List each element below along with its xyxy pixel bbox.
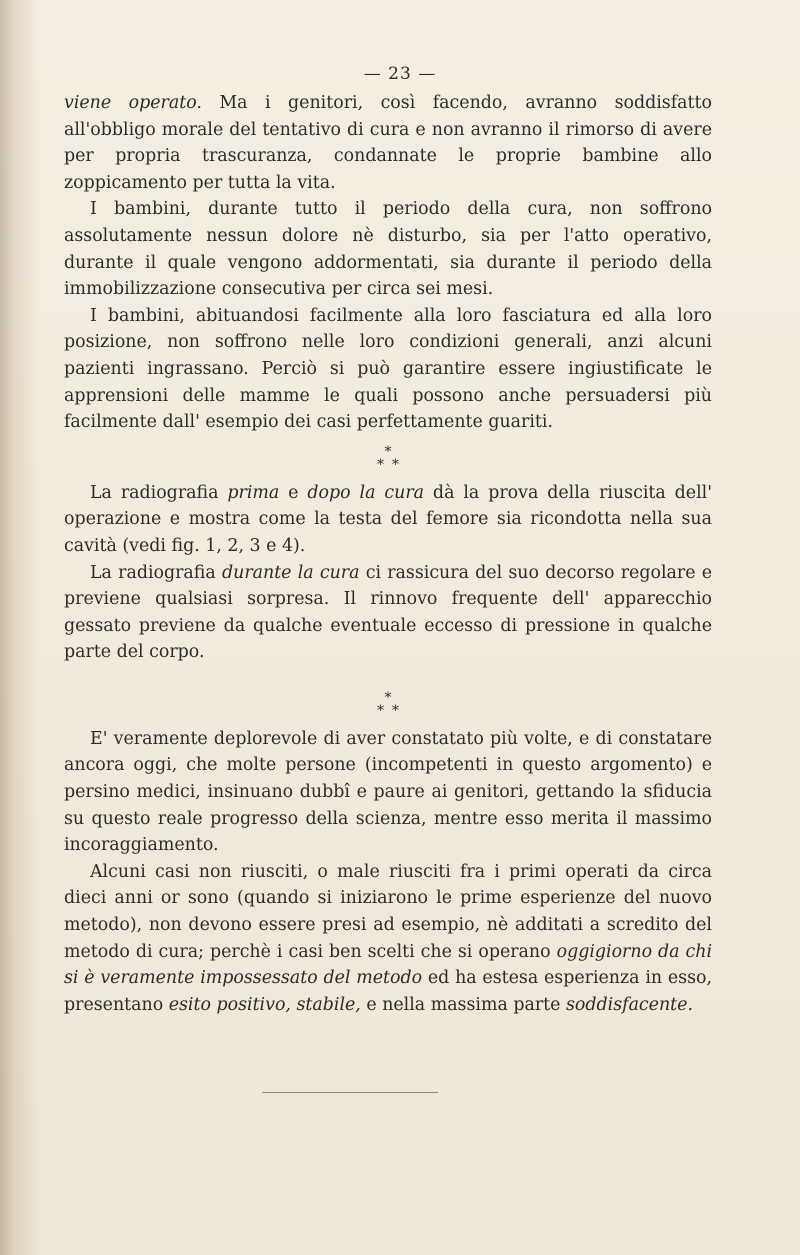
paragraph-7 [64,859,712,1019]
italic-run: soddisfacente. [565,994,693,1015]
section-break-1 [64,443,712,473]
text-run: ed ha estesa esperienza in esso, presentano [64,968,713,1015]
body-text [64,90,712,1018]
asterisk: * [384,689,392,706]
asterisk: * [384,443,392,460]
paragraph-5 [64,560,712,666]
text-run: dà la prova della riuscita dell' operazione e mostra come la testa del femore sia ricondotta nella sua cavità (vedi fig. 1, 2, 3 e 4). [64,482,712,556]
italic-run: prima [227,482,280,503]
text-run: La radiografia [90,482,228,503]
italic-run: durante la cura [221,562,360,583]
italic-run: dopo la cura [307,482,425,503]
section-break-2 [64,689,712,719]
text-run: La radiografia [90,562,222,583]
paragraph-4 [64,480,712,560]
asterisk: * [377,702,384,719]
paragraph-1 [64,90,712,196]
text-run: e nella massima parte [360,994,566,1015]
text-run: ci rassicura del suo decorso regolare e previene qualsiasi sorpresa. Il rinnovo frequente dell' apparecchio gessato previene da qualche eventuale eccesso di pressione in qualche parte del corpo. [64,562,712,663]
italic-run: oggigiorno da chi si è veramente impossessato del metodo [64,941,713,989]
closing-rule [262,1092,438,1093]
paragraph-2: I bambini, durante tutto il periodo della cura, non soffrono assolutamente nessun dolore nè disturbo, sia per l'atto operativo, durante il quale vengono addormentati, sia durante il periodo della immobilizzazione consecutiva per circa sei mesi. [64,199,712,300]
paragraph-3: I bambini, abituandosi facilmente alla loro fasciatura ed alla loro posizione, non soffrono nelle loro condizioni generali, anzi alcuni pazienti ingrassano. Perciò si può garantire essere ingiustificate le apprensioni delle mamme le quali possono anche persuadersi più facilmente dall' esempio dei casi perfettamente guariti. [64,305,712,433]
italic-lead: viene operato. [64,93,202,113]
paragraph-6: E' veramente deplorevole di aver constatato più volte, e di constatare ancora oggi, che molte persone (incompetenti in questo argomento) e persino medici, insinuano dubbî e paure ai genitori, gettando la sfiducia su questo reale progresso della scienza, mentre esso merita il massimo incoraggiamento. [64,728,712,856]
italic-run: esito positivo, stabile, [168,994,361,1015]
asterisk: * [377,456,384,473]
asterisk: * [392,702,399,719]
asterisk: * [392,456,399,473]
page-number: — 23 — [363,64,437,84]
paragraph-text: Ma i genitori, così facendo, avranno soddisfatto all'obbligo morale del tentativo di cura e non avranno il rimorso di avere per propria trascuranza, condannate le proprie bambine allo zoppicamento per tutta la vita. [64,93,712,193]
text-run: Alcuni casi non riusciti, o male riusciti fra i primi operati da circa dieci anni or sono (quando si iniziarono le prime esperienze del nuovo metodo), non devono essere presi ad esempio, nè additati a scredito del metodo di cura; perchè i casi ben scelti che si operano [64,861,712,962]
text-run: e [279,482,308,503]
